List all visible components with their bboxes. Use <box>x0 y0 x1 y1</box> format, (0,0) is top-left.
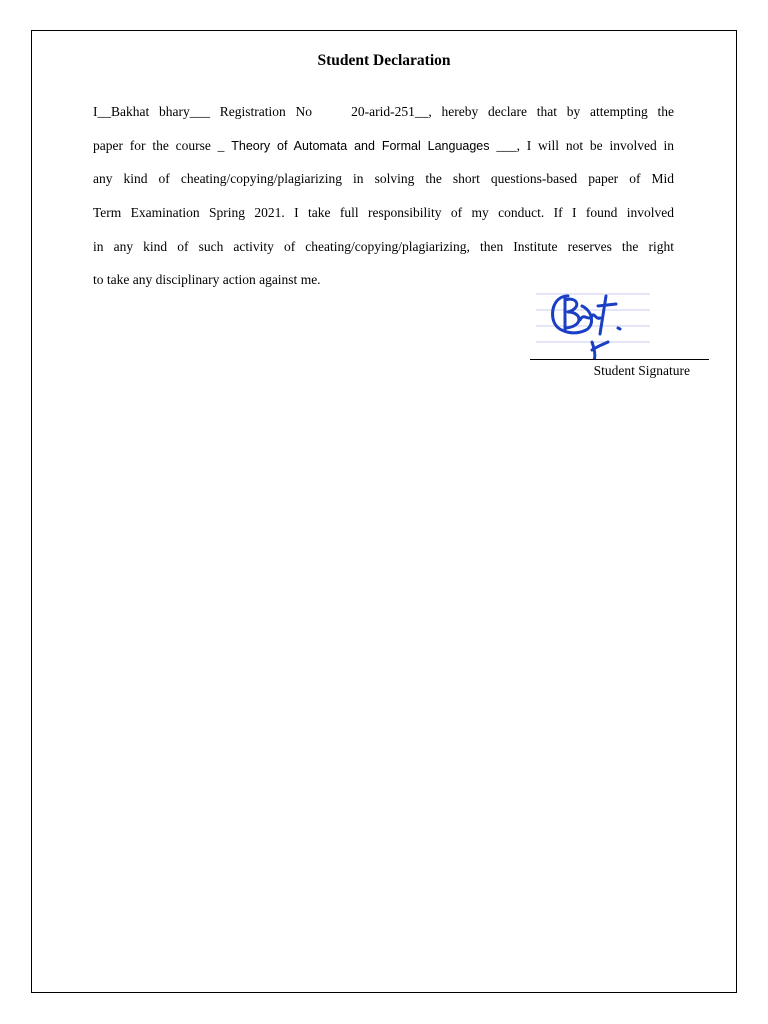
declaration-text: paper for the course _ <box>93 137 232 153</box>
document-title: Student Declaration <box>317 52 451 69</box>
declaration-line <box>93 167 674 201</box>
handwritten-signature <box>532 282 654 360</box>
signature-label: Student Signature <box>593 363 690 378</box>
declaration-text: in any kind of such activity of cheating/copying/plagiarizing, then Institute reserves the right <box>93 238 674 254</box>
declaration-line <box>93 100 674 134</box>
signature-line <box>530 359 709 360</box>
declaration-text: to take any disciplinary action against me. <box>93 272 321 288</box>
declaration-line <box>93 134 674 168</box>
declaration-text: ___, I will not be involved in <box>489 137 675 153</box>
course-name: Theory of Automata and Formal Languages <box>231 138 490 153</box>
declaration-line <box>93 235 674 269</box>
declaration-paragraph <box>93 100 674 302</box>
declaration-text: any kind of cheating/copying/plagiarizing in solving the short questions-based paper of Mid <box>93 171 674 187</box>
declaration-line <box>93 201 674 235</box>
declaration-text: I__Bakhat bhary___ Registration No 20-arid-251__, hereby declare that by attempting the <box>93 104 674 119</box>
declaration-text: Term Examination Spring 2021. I take full responsibility of my conduct. If I found involved <box>93 205 674 221</box>
